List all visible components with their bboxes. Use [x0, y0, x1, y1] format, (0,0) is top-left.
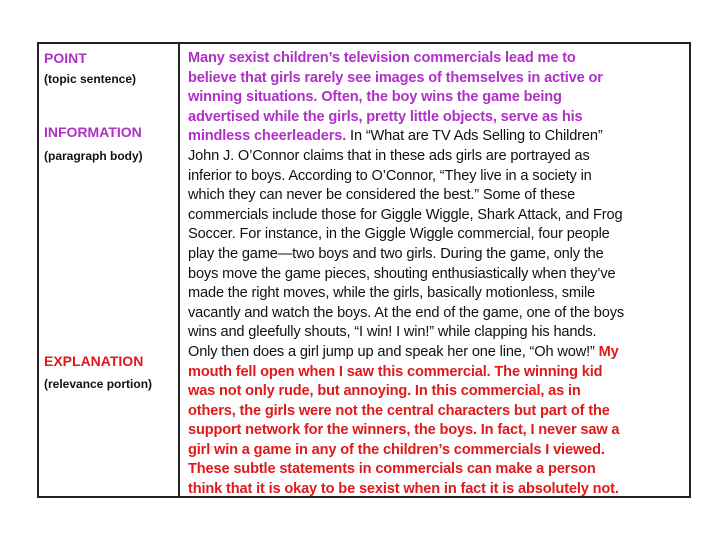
- information-sublabel: (paragraph body): [44, 149, 143, 163]
- text-segment: believe that girls rarely see images of themselves in active or: [188, 69, 603, 86]
- point-label: POINT: [44, 50, 87, 66]
- text-segment: vacantly and watch the boys. At the end of the game, one of the boys: [188, 304, 625, 321]
- paragraph-line: [188, 147, 686, 167]
- explanation-sublabel: (relevance portion): [44, 377, 153, 391]
- paragraph-line: [188, 323, 686, 343]
- text-segment: which they can never be considered the best.” Some of these: [188, 187, 576, 204]
- text-segment: made the right moves, while the girls, basically motionless, smile: [188, 285, 595, 302]
- text-segment: commercials include those for Giggle Wiggle, Shark Attack, and Frog: [188, 206, 623, 223]
- paragraph-line: [188, 108, 686, 128]
- paragraph-line: [188, 402, 686, 422]
- information-label: INFORMATION: [44, 124, 142, 140]
- paragraph-line: [188, 382, 686, 402]
- paragraph-line: [188, 88, 686, 108]
- point-sublabel: (topic sentence): [44, 72, 137, 86]
- paragraph-line: [188, 265, 686, 285]
- text-segment: My: [598, 343, 619, 360]
- text-segment: These subtle statements in commercials can make a person: [188, 461, 596, 478]
- text-segment: play the game—two boys and two girls. During the game, only the: [188, 245, 604, 262]
- paragraph-line: [188, 186, 686, 206]
- text-segment: winning situations. Often, the boy wins the game being: [188, 89, 562, 106]
- paragraph-line: [188, 441, 686, 461]
- text-segment: mouth fell open when I saw this commercial. The winning kid: [188, 363, 603, 380]
- text-segment: girl win a game in any of the children’s commercials I viewed.: [188, 441, 605, 458]
- text-segment: advertised while the girls, pretty little objects, serve as his: [188, 108, 583, 125]
- paragraph-line: [188, 304, 686, 324]
- paragraph-line: [188, 480, 686, 500]
- column-divider: [178, 42, 180, 498]
- paragraph-line: [188, 49, 686, 69]
- paragraph-line: [188, 69, 686, 89]
- text-segment: others, the girls were not the central characters but part of the: [188, 402, 610, 419]
- text-segment: mindless cheerleaders.: [188, 128, 347, 145]
- text-segment: was not only rude, but annoying. In this commercial, as in: [188, 383, 581, 400]
- explanation-label: EXPLANATION: [44, 353, 144, 369]
- text-segment: inferior to boys. According to O’Connor, “They live in a society in: [188, 167, 592, 184]
- text-segment: John J. O’Connor claims that in these ads girls are portrayed as: [188, 147, 590, 164]
- paragraph-line: [188, 460, 686, 480]
- paragraph-line: [188, 245, 686, 265]
- paragraph-line: [188, 206, 686, 226]
- paragraph-body: [188, 49, 686, 500]
- text-segment: Soccer. For instance, in the Giggle Wiggle commercial, four people: [188, 226, 610, 243]
- paragraph-line: [188, 363, 686, 383]
- paragraph-line: [188, 421, 686, 441]
- paragraph-line: [188, 225, 686, 245]
- text-segment: Many sexist children’s television commercials lead me to: [188, 50, 576, 66]
- text-segment: wins and gleefully shouts, “I win! I win!” while clapping his hands.: [188, 324, 597, 341]
- paragraph-line: [188, 343, 686, 363]
- text-segment: Only then does a girl jump up and speak her one line, “Oh wow!”: [188, 343, 599, 360]
- text-segment: support network for the winners, the boys. In fact, I never saw a: [188, 422, 620, 439]
- text-segment: think that it is okay to be sexist when in fact it is absolutely not.: [188, 481, 619, 498]
- text-segment: boys move the game pieces, shouting enthusiastically when they’ve: [188, 265, 616, 282]
- text-segment: In “What are TV Ads Selling to Children”: [346, 128, 603, 145]
- paragraph-line: [188, 127, 686, 147]
- paragraph-line: [188, 284, 686, 304]
- paragraph-line: [188, 167, 686, 187]
